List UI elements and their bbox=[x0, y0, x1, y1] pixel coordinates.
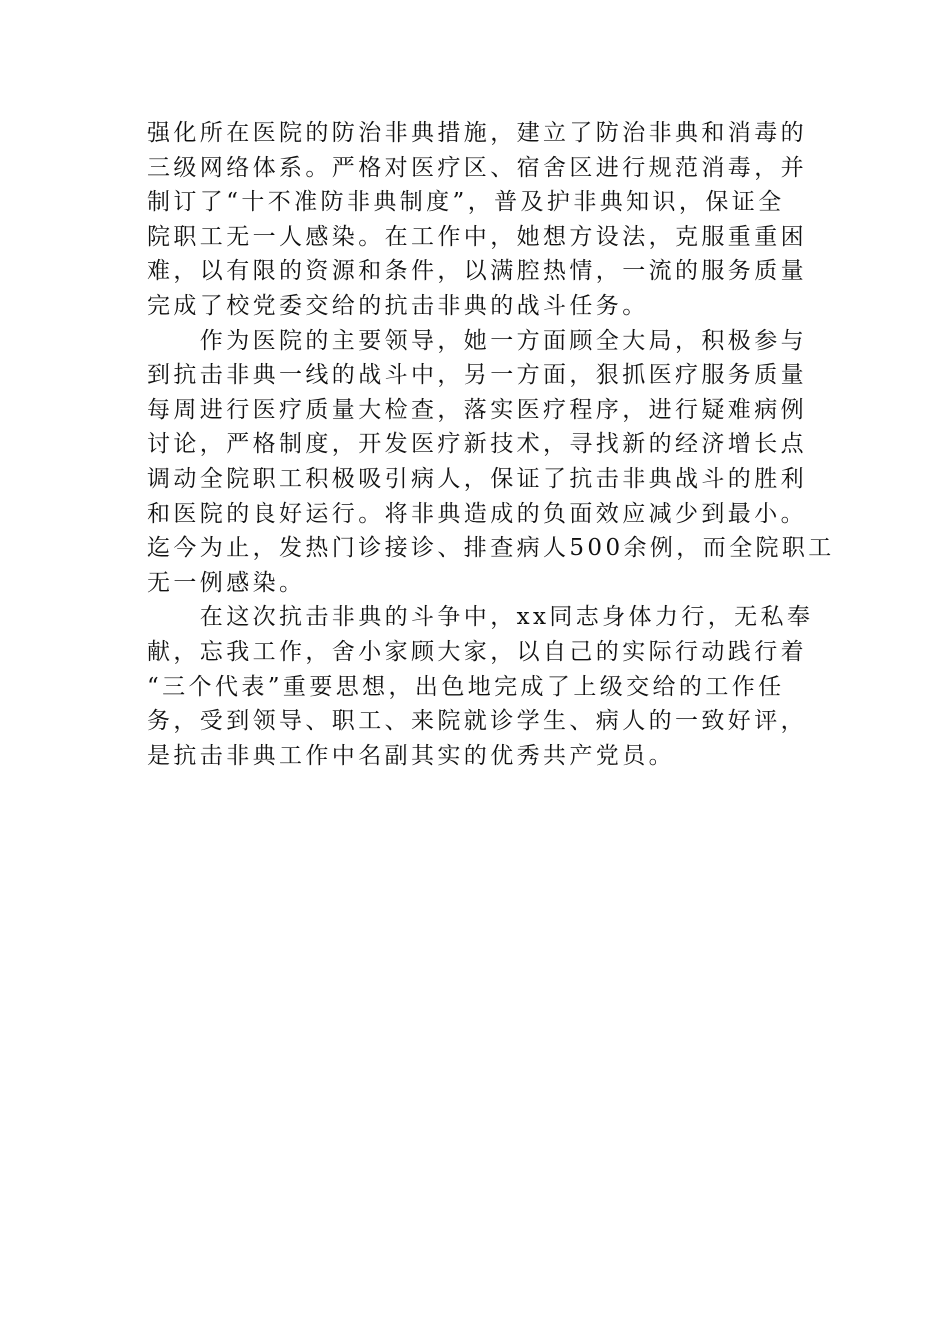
text-line-12: 和医院的良好运行。将非典造成的负面效应减少到最小。 bbox=[147, 500, 807, 527]
text-line-8: 到抗击非典一线的战斗中，另一方面，狠抓医疗服务质量 bbox=[147, 362, 807, 389]
text-line-15: 在这次抗击非典的斗争中，xx同志身体力行，无私奉 bbox=[147, 604, 814, 631]
body-text bbox=[147, 116, 835, 773]
text-line-14: 无一例感染。 bbox=[147, 569, 306, 596]
text-line-19: 是抗击非典工作中名副其实的优秀共产党员。 bbox=[147, 742, 675, 769]
text-line-4: 院职工无一人感染。在工作中，她想方设法，克服重重困 bbox=[147, 223, 807, 250]
text-line-5: 难，以有限的资源和条件，以满腔热情，一流的服务质量 bbox=[147, 258, 807, 285]
text-line-7: 作为医院的主要领导，她一方面顾全大局，积极参与 bbox=[147, 327, 807, 354]
text-line-9: 每周进行医疗质量大检查，落实医疗程序，进行疑难病例 bbox=[147, 396, 807, 423]
text-line-6: 完成了校党委交给的抗击非典的战斗任务。 bbox=[147, 292, 649, 319]
text-line-10: 讨论，严格制度，开发医疗新技术，寻找新的经济增长点 bbox=[147, 431, 807, 458]
text-line-3: 制订了“十不准防非典制度”，普及护非典知识，保证全 bbox=[147, 189, 785, 216]
text-line-2: 三级网络体系。严格对医疗区、宿舍区进行规范消毒，并 bbox=[147, 154, 807, 181]
text-line-18: 务，受到领导、职工、来院就诊学生、病人的一致好评， bbox=[147, 708, 807, 735]
text-line-16: 献，忘我工作，舍小家顾大家，以自己的实际行动践行着 bbox=[147, 638, 807, 665]
text-line-1: 强化所在医院的防治非典措施，建立了防治非典和消毒的 bbox=[147, 120, 807, 146]
text-line-17: “三个代表”重要思想，出色地完成了上级交给的工作任 bbox=[147, 673, 785, 700]
text-line-11: 调动全院职工积极吸引病人，保证了抗击非典战斗的胜利 bbox=[147, 465, 807, 492]
text-line-13: 迄今为止，发热门诊接诊、排查病人500余例，而全院职工 bbox=[147, 535, 835, 562]
